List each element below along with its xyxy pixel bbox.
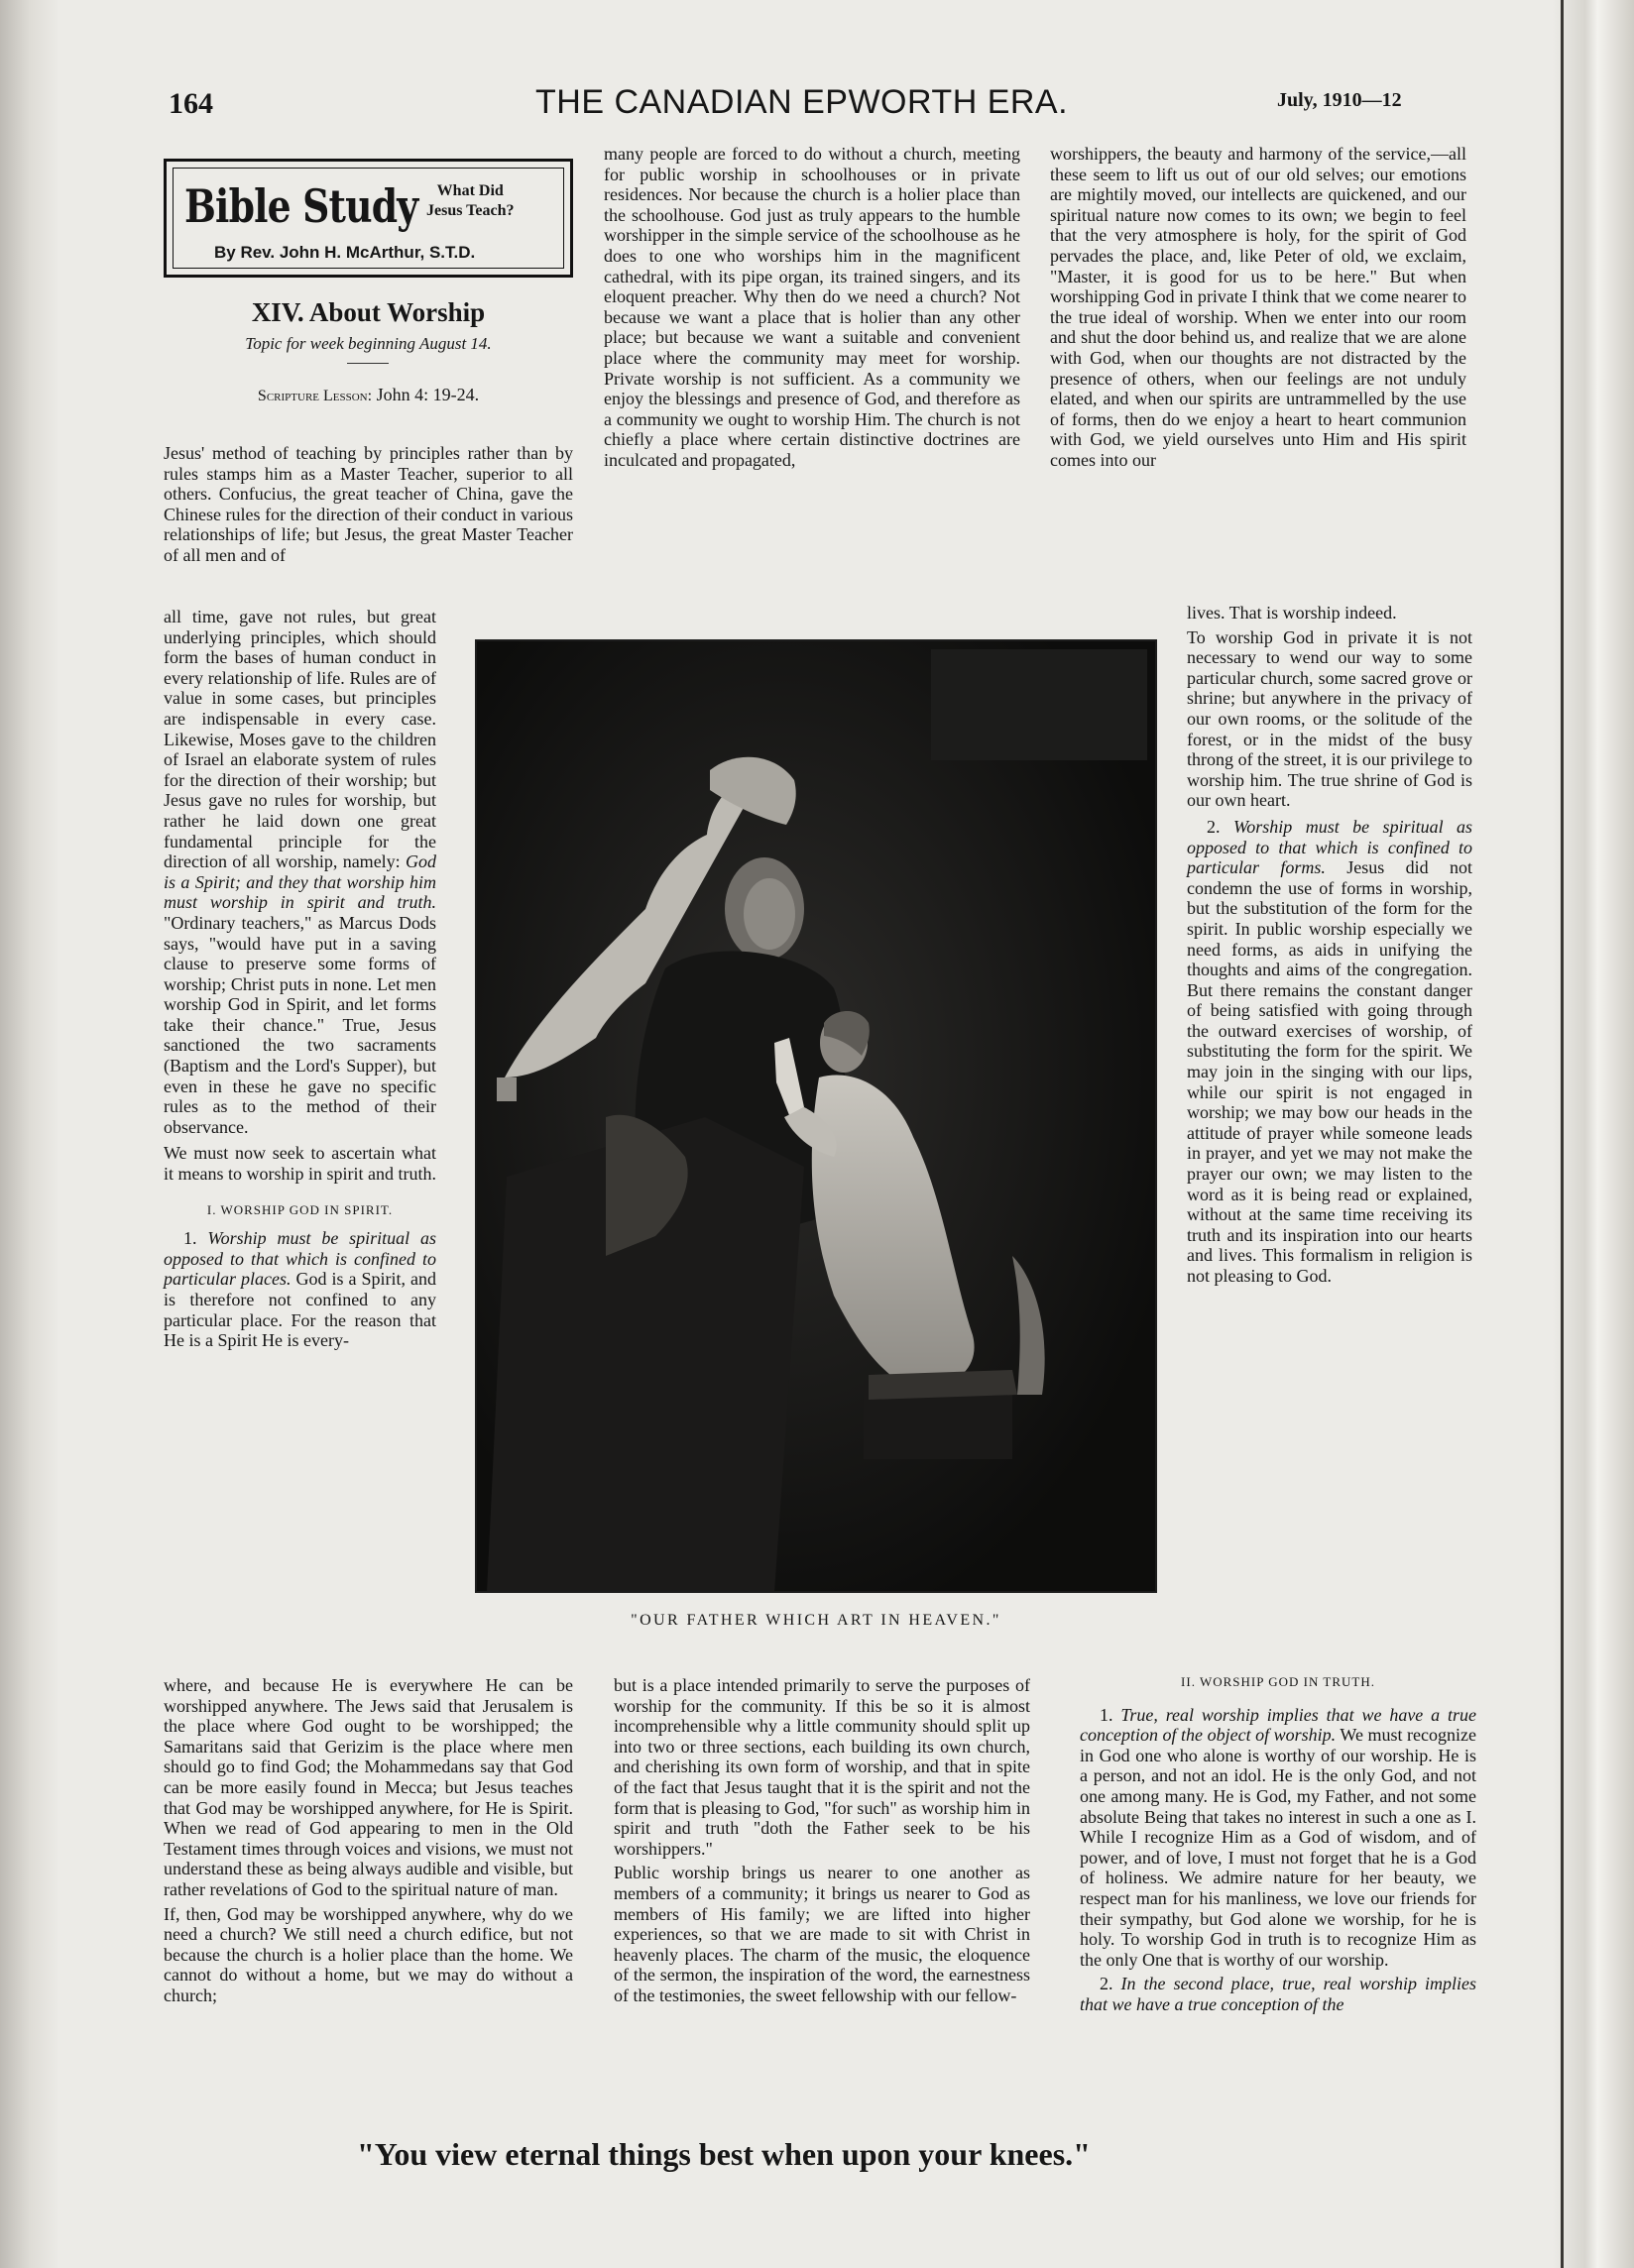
point-number: 1. [183, 1228, 197, 1249]
page-number: 164 [169, 87, 213, 120]
point-heading: True, real worship implies that we have a true conception of the object of worship. [1080, 1704, 1477, 1746]
feature-question-line1: What Did [436, 182, 504, 199]
praying-figures-image [477, 641, 1155, 1591]
point-heading: Worship must be spiritual as opposed to that which is confined to particular forms. [1187, 816, 1473, 878]
paragraph: Jesus' method of teaching by principles rather than by rules stamps him as a Master Teacher, superior to all others. Confucius, the great teacher of China, gave the Chinese rules for the direction of their conduct in various relationships of life; but Jesus, the great Master Teacher of all men and of [164, 443, 573, 565]
point-number: 2. [1100, 1974, 1113, 1994]
page-gutter-left [0, 0, 59, 2268]
point-paragraph [1080, 1705, 1476, 1971]
section-heading: II. WORSHIP GOD IN TRUTH. [1181, 1674, 1375, 1689]
paragraph: Public worship brings us nearer to one another as members of a community; it brings us nearer to God as members of His family; we are lifted into higher experiences, so that we are made to sit with Christ in heavenly places. The charm of the music, the eloquence of the sermon, the inspiration of the word, the earnestness of the testimonies, the sweet fellowship with our fellow- [614, 1863, 1030, 2005]
photo-caption: "OUR FATHER WHICH ART IN HEAVEN." [631, 1612, 1001, 1629]
bottom-quote: "You view eternal things best when upon your knees." [357, 2136, 1091, 2172]
col3-top [1050, 144, 1466, 471]
photograph [475, 639, 1157, 1593]
paragraph: many people are forced to do without a church, meeting for public worship in schoolhouses or in private residences. Nor because the church is a holier place than the schoolhouse. God just as truly appears to the humble worshipper in the simple service of the schoolhouse as he does to one who worships him in the magnificent cathedral, with its pipe organ, its trained singers, and its eloquent preacher. Why then do we need a church? Not because we want a place that is holier than any other place; but because we want a suitable and convenient place where the community may meet for worship. Private worship is not sufficient. As a community we enjoy the blessings and presence of God, and therefore as a community we ought to worship Him. The church is not chiefly a place where certain distinctive doctrines are inculcated and propagated, [604, 144, 1020, 470]
feature-byline: By Rev. John H. McArthur, S.T.D. [214, 243, 476, 262]
lesson-topic: Topic for week beginning August 14. [245, 334, 492, 353]
key-verse: God is a Spirit; and they that worship him must worship in spirit and truth. [164, 851, 436, 913]
col1-narrow [164, 607, 436, 1351]
feature-question [426, 181, 514, 221]
feature-title: Bible Study [184, 179, 418, 233]
paragraph: worshippers, the beauty and harmony of the service,—all these seem to lift us out of our old selves; our emotions are mightily moved, our intellects are quickened, and our spiritual nature now comes to its own; we begin to feel that the very atmosphere is holy, for the spirit of God pervades the place, and, like Peter of old, we exclaim, "Master, it is good for us to be here." But when worshipping God in private I think that we come nearer to the true ideal of worship. When we enter into our room and shut the door behind us, and realize that we are alone with God, when our thoughts are not distracted by the presence of others, when our feelings are not unduly elated, and when our spirits are untrammelled by the use of forms, then do we enjoy a heart to heart communion with God, we yield ourselves unto Him and His spirit comes into our [1050, 144, 1466, 470]
point-heading: Worship must be spiritual as opposed to that which is confined to particular places. [164, 1228, 436, 1290]
paragraph: but is a place intended primarily to serve the purposes of worship for the community. If this be so it is almost incomprehensible why a little community should split up into two or three sections, each building its own church, and cherishing its own form of worship, and that in spite of the fact that Jesus taught that it is the spirit and not the form that is pleasing to God, "for such" as worship him in spirit and truth "doth the Father seek to be his worshippers." [614, 1675, 1030, 1859]
col1-bottom [164, 1675, 573, 2006]
point-heading: In the second place, true, real worship implies that we have a true conception of the [1080, 1974, 1476, 2014]
section-heading: I. WORSHIP GOD IN SPIRIT. [206, 1201, 394, 1217]
point-number: 1. [1100, 1704, 1113, 1725]
point-paragraph [164, 1228, 436, 1351]
paragraph [164, 607, 436, 1137]
point-paragraph [1080, 1974, 1476, 2014]
scripture-reference: John 4: 19-24. [376, 385, 480, 404]
page-gutter-right [1553, 0, 1634, 2268]
paragraph: We must now seek to ascertain what it means to worship in spirit and truth. [164, 1143, 436, 1185]
paragraph-text: We must recognize in God one who alone is worthy of our worship. He is a person, and not an idol. He is the only God, and not one among many. He is God, my Father, and not some absolute Being that takes no interest in such a one as I. While I recognize Him as a God of wisdom, and of power, and of love, I must not forget that he is a God of holiness. We admire nature for her beauty, we respect man for his manliness, we love our friends for their sympathy, but God alone we worship, for he is holy. To worship God in truth is to recognize Him as the only One that is worthy of our worship. [1080, 1725, 1476, 1970]
paragraph-text: Jesus did not condemn the use of forms in worship, but the substitution of the form for the spirit. In public worship especially we need forms, as aids in unifying the thoughts and aims of the congregation. But there remains the constant danger of being satisfied with going through the outward exercises of worship, of substituting the form for the spirit. We may join in the singing with our lips, while our spirit is not engaged in worship; we may bow our heads in the attitude of prayer while someone leads in prayer, and yet we may not make the prayer our own; we may listen to the word as it is being read or explained, without at the same time receiving its truth and its inspiration into our hearts and lives. This formalism in religion is not pleasing to God. [1187, 857, 1473, 1286]
paragraph-text: all time, gave not rules, but great underlying principles, which should form the bases of human conduct in every relationship of life. Rules are of value in some cases, but principles are indispensable in every case. Likewise, Moses gave to the children of Israel an elaborate system of rules for the direction of their worship; but Jesus gave no rules for worship, but rather he laid down one great fundamental principle for the direction of all worship, namely: [164, 607, 436, 872]
paragraph: If, then, God may be worshipped anywhere, why do we need a church? We still need a church edifice, but not because the church is a holier place than the home. We cannot do without a home, but we may do without a church; [164, 1903, 573, 2005]
scripture-lesson [164, 385, 573, 405]
col1-top [164, 443, 573, 566]
paragraph: To worship God in private it is not necessary to wend our way to some particular church, some sacred grove or shrine; but anywhere in the privacy of our own rooms, or the solitude of the forest, or in the midst of the busy throng of the street, it is our privilege to worship him. The true shrine of God is our own heart. [1187, 626, 1472, 811]
point-paragraph [1187, 817, 1472, 1287]
col3-narrow [1187, 603, 1472, 1287]
paragraph-text: God is a Spirit, and is therefore not confined to any particular place. For the reason that He is a Spirit He is every- [164, 1269, 436, 1351]
paragraph: where, and because He is everywhere He can be worshipped anywhere. The Jews said that Jerusalem is the place where God ought to be worshipped; the Samaritans said that Gerizim is the place where men should go to find God; the Mohammedans say that God can be more easily found in Mecca; but Jesus teaches that God may be worshipped anywhere, for He is Spirit. When we read of God appearing to men in the Old Testament times through voices and visions, we must not understand these as being always audible and visible, but rather revelations of God to the spiritual nature of man. [164, 1675, 573, 1899]
feature-question-line2: Jesus Teach? [426, 202, 515, 219]
issue-date: July, 1910—12 [1277, 89, 1402, 111]
journal-title: THE CANADIAN EPWORTH ERA. [535, 83, 1069, 121]
col3-bottom [1080, 1672, 1476, 2015]
page-edge-line [1561, 0, 1564, 2268]
scripture-label: Scripture Lesson: [257, 388, 373, 404]
point-number: 2. [1207, 816, 1221, 837]
col2-bottom [614, 1675, 1030, 2006]
paragraph: lives. That is worship indeed. [1187, 603, 1397, 623]
paragraph-text: "Ordinary teachers," as Marcus Dods says, "would have put in a saving clause to preserve some forms of worship; Christ puts in none. Let men worship God in Spirit, and let forms take their chance." True, Jesus sanctioned the two sacraments (Baptism and the Lord's Supper), but even in these he gave no specific rules as to the method of their observance. [164, 912, 436, 1137]
divider [347, 363, 389, 364]
feature-box [164, 159, 573, 278]
lesson-title: XIV. About Worship [251, 297, 486, 327]
col2-top [604, 144, 1020, 471]
